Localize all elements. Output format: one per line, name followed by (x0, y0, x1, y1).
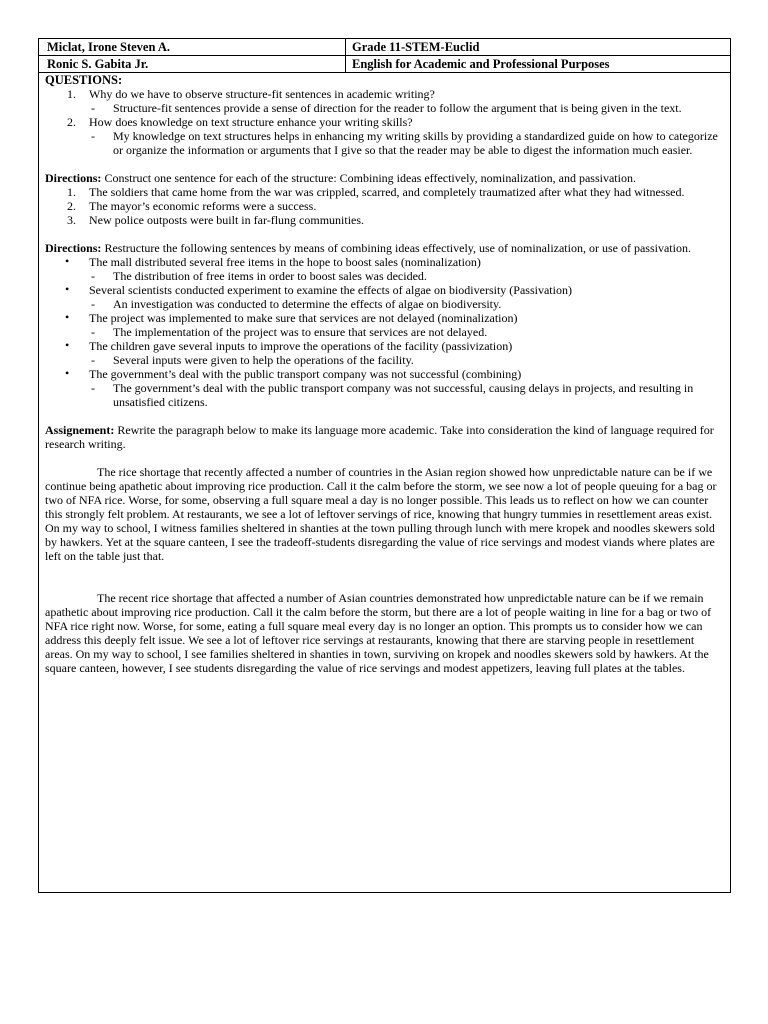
answer-item: - An investigation was conducted to determine the effects of algae on biodiversity. (91, 297, 502, 311)
directions-label: Directions: (45, 241, 102, 255)
list-item: • The project was implemented to make sure that services are not delayed (nominalization) - The implementation of the project was to ensure that services are not delayed. (45, 311, 722, 339)
directions-1-text: Directions: Construct one sentence for each of the structure: Combining ideas effectively, nominalization, and passivation. (45, 171, 636, 185)
directions-2-text: Directions: Restructure the following sentences by means of combining ideas effectively, use of nominalization, or use of passivation. (45, 241, 691, 255)
questions-title: QUESTIONS: (45, 73, 123, 87)
assignment-section (45, 423, 722, 675)
dash-marker: - (91, 101, 95, 115)
answer-item: - The distribution of free items in order to boost sales was decided. (91, 269, 427, 283)
question-item (45, 87, 722, 115)
bullet-marker: • (65, 310, 70, 324)
worksheet-page (38, 38, 731, 893)
question-number: 1. (67, 87, 76, 101)
bullet-marker: • (65, 366, 70, 380)
restructure-list (45, 255, 722, 409)
answer-list (89, 101, 722, 115)
header-row-1 (39, 39, 730, 56)
directions-section-1 (45, 171, 722, 227)
bullet-marker: • (65, 282, 70, 296)
question-text: Why do we have to observe structure-fit sentences in academic writing? (89, 87, 435, 101)
directions-label: Directions: (45, 171, 102, 185)
answer-item (89, 129, 722, 157)
question-item (45, 115, 722, 157)
list-item: 3. New police outposts were built in far-flung communities. (67, 213, 365, 227)
answer-item (89, 101, 722, 115)
constructed-sentences-list (45, 185, 722, 227)
list-item: • The mall distributed several free items in the hope to boost sales (nominalization) - The distribution of free items in order to boost sales was decided. (45, 255, 722, 283)
grade-section: Grade 11-STEM-Euclid (352, 40, 480, 54)
answer-text: My knowledge on text structures helps in enhancing my writing skills by providing a standardized guide on how to categorize or organize the information or arguments that I give so that the reader may be able to digest the information much easier. (113, 129, 718, 157)
original-paragraph: The rice shortage that recently affected a number of countries in the Asian region showed how unpredictable nature can be if we continue being apathetic about improving rice production. Call it the calm before the storm, we see now a lot of people queuing for a bag or two of NFA rice. Worse, for some, observing a full square meal a day is no longer possible. This leads us to reflect on how we can counter this strongly felt problem. At restaurants, we see a lot of leftover servings of rice, knowing that hungry tummies in resettlement areas exist. On my way to school, I witness families sheltered in shanties at the town pulling through lunch with mere kropek and noodles skewers sold by hawkers. Yet at the square canteen, I see the tradeoff-students disregarding the value of rice servings and modest viands where plates are left on the table just that. (45, 465, 717, 563)
answer-list (89, 129, 722, 157)
question-number: 2. (67, 115, 76, 129)
bullet-marker: • (65, 254, 70, 268)
directions-section-2 (45, 241, 722, 409)
assignment-label: Assignement: (45, 423, 115, 437)
bullet-marker: • (65, 338, 70, 352)
answer-item: - The implementation of the project was to ensure that services are not delayed. (91, 325, 488, 339)
list-item: • The government’s deal with the public transport company was not successful (combining) - The government’s deal with the public transport company was not successful, causing delays in projects, and resulting in unsatisfied citizens. (45, 367, 722, 409)
student-name-1: Miclat, Irone Steven A. (39, 39, 346, 55)
revised-paragraph: The recent rice shortage that affected a number of Asian countries demonstrated how unpredictable nature can be if we remain apathetic about improving rice production. Call it the calm before the storm, but there are a lot of people waiting in line for a bag or two of NFA rice right now. Worse, for some, eating a full square meal every day is no longer an option. This prompts us to consider how we can address this deeply felt issue. We see a lot of leftover rice servings at restaurants, knowing that there are starving people in resettlement areas. On my way to school, I see families sheltered in shanties in town, surviving on kropek and noodles skewers sold by hawkers. At the square canteen, however, I see students disregarding the value of rice servings and modest appetizers, leaving full plates at the tables. (45, 591, 712, 675)
answer-text: Structure-fit sentences provide a sense of direction for the reader to follow the argument that is being given in the text. (113, 101, 682, 115)
answer-item: - Several inputs were given to help the operations of the facility. (91, 353, 414, 367)
questions-list (45, 87, 722, 157)
worksheet-body (39, 73, 730, 675)
list-item: 2. The mayor’s economic reforms were a success. (67, 199, 317, 213)
list-item: • The children gave several inputs to improve the operations of the facility (passivization) - Several inputs were given to help the operations of the facility. (45, 339, 722, 367)
list-item: • Several scientists conducted experiment to examine the effects of algae on biodiversity (Passivation) - An investigation was conducted to determine the effects of algae on biodiversity. (45, 283, 722, 311)
student-name-2: Ronic S. Gabita Jr. (39, 56, 346, 72)
list-item: 1. The soldiers that came home from the war was crippled, scarred, and completely traumatized after what they had witnessed. (67, 185, 685, 199)
header-row-2 (39, 56, 730, 73)
subject-name: English for Academic and Professional Purposes (352, 57, 610, 71)
assignment-instructions: Assignement: Rewrite the paragraph below to make its language more academic. Take into consideration the kind of language required for research writing. (45, 423, 714, 451)
dash-marker: - (91, 129, 95, 143)
question-text: How does knowledge on text structure enhance your writing skills? (89, 115, 413, 129)
answer-item: - The government’s deal with the public transport company was not successful, causing delays in projects, and resulting in unsatisfied citizens. (91, 381, 694, 409)
